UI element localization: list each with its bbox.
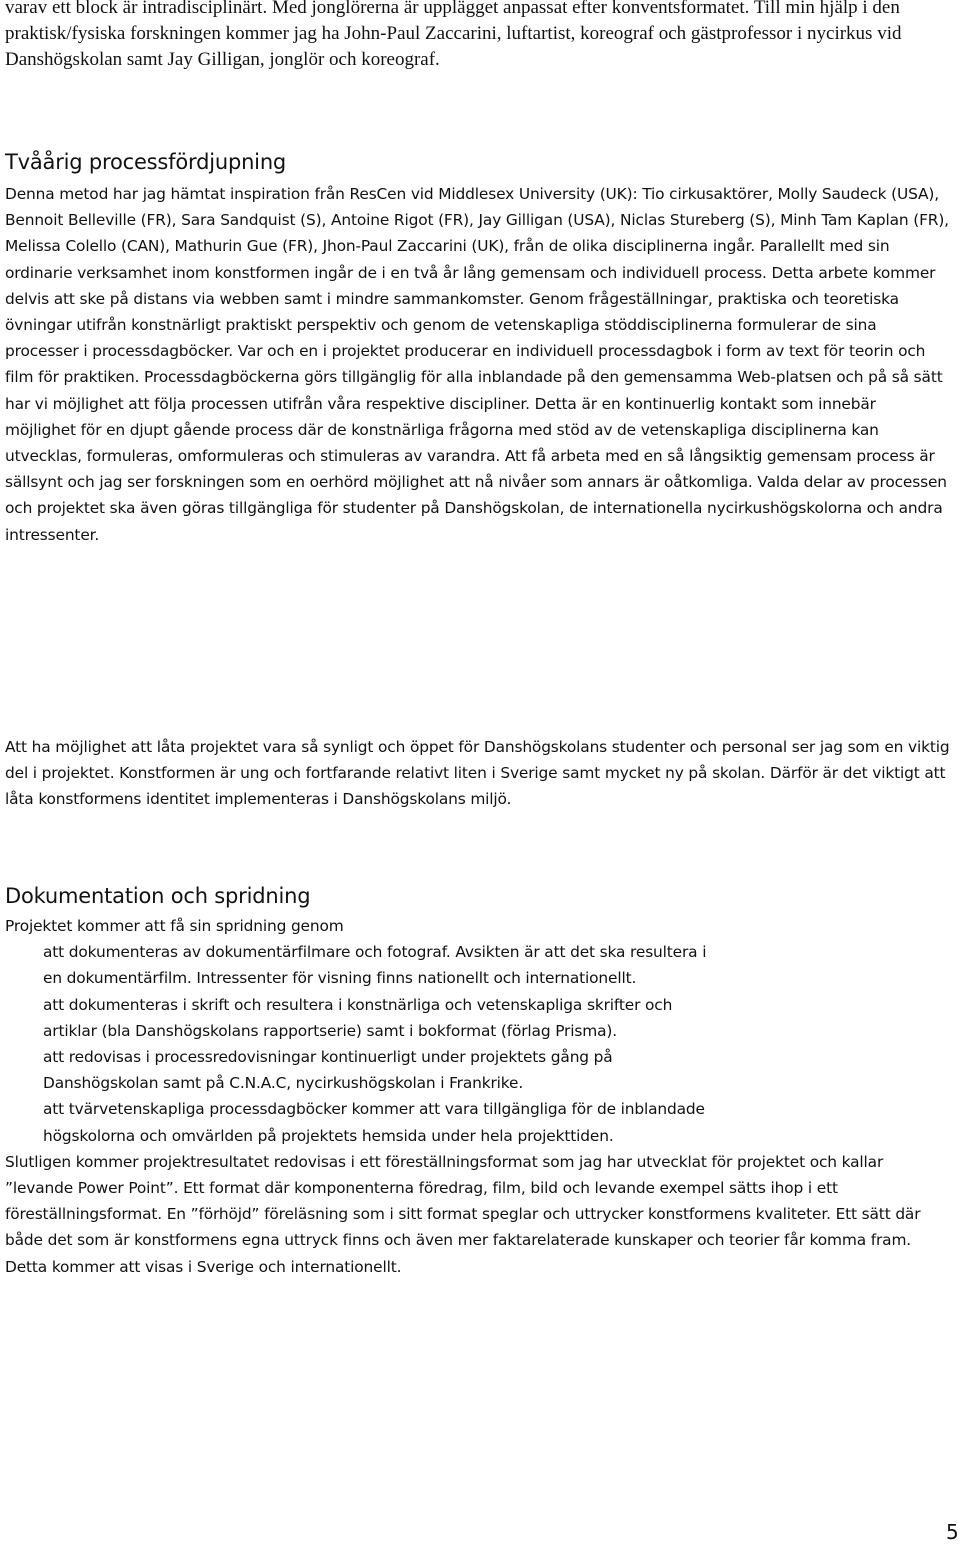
list-item-line: att dokumenteras i skrift och resultera i konstnärliga och vetenskapliga skrifter och [43, 995, 673, 1014]
section2-text: Att ha möjlighet att låta projektet vara så synligt och öppet för Danshögskolans studenter och personal ser jag som en viktig del i projektet. Konstformen är ung och fortfarande relativt liten i Sverige samt mycket ny på skolan. Därför är det viktigt att låta konstformens identitet implementeras i Danshögskolans miljö. [5, 738, 950, 809]
list-item-line: högskolorna och omvärlden på projektets hemsida under hela projekttiden. [43, 1126, 614, 1145]
section1-paragraph [5, 181, 950, 548]
list-item-line: Danshögskolan samt på C.N.A.C, nycirkushögskolan i Frankrike. [43, 1074, 524, 1093]
section1-text: Denna metod har jag hämtat inspiration från ResCen vid Middlesex University (UK): Tio cirkusaktörer, Molly Saudeck (USA), Bennoit Belleville (FR), Sara Sandquist (S), Antoine Rigot (FR), Jay Gilligan (USA), Niclas Stureberg (S), Minh Tam Kaplan (FR), Melissa Colello (CAN), Mathurin Gue (FR), Jhon-Paul Zaccarini (UK), från de olika disciplinerna ingår. Parallellt med sin ordinarie verksamhet inom konstformen ingår de i en två år lång gemensam och individuell process. Detta arbete kommer delvis att ske på distans via webben samt i mindre sammankomster. Genom frågeställningar, praktiska och teoretiska övningar utifrån konstnärligt praktiskt perspektiv och genom de vetenskapliga stöddisciplinerna formulerar de sina processer i processdagböcker. Var och en i projektet producerar en individuell processdagbok i form av text för teorin och film för praktiken. Processdagböckerna görs tillgänglig för alla inblandade på den gemensamma Web-platsen och på så sätt har vi möjlighet att följa processen utifrån våra respektive discipliner. Detta är en kontinuerlig kontakt som innebär möjlighet för en djupt gående process där de konstnärliga frågorna med stöd av de vetenskapliga disciplinerna kan utvecklas, formuleras, omformuleras och stimuleras av varandra. Att få arbeta med en så långsiktig gemensam process är sällsynt och jag ser forskningen som en oerhörd möjlighet att nå nivåer som annars är oåtkomliga. Valda delar av processen och projektet ska även göras tillgängliga för studenter på Danshögskolan, de internationella nycirkushögskolorna och andra intressenter. [5, 185, 949, 544]
section3-closing: Slutligen kommer projektresultatet redovisas i ett föreställningsformat som jag har utvecklat för projektet och kallar ”levande Power Point”. Ett format där komponenterna föredrag, film, bild och levande exempel sätts ihop i ett föreställningsformat. En ”förhöjd” föreläsning som i sitt format speglar och uttrycker konstformens kvaliteter. Ett sätt där både det som är konstformens egna uttryck finns och även mer faktarelaterade kunskaper och teorier får komma fram. Detta kommer att visas i Sverige och internationellt. [5, 1152, 921, 1276]
list-item-line: en dokumentärfilm. Intressenter för visning finns nationellt och internationellt. [43, 969, 637, 988]
section3-body [5, 913, 950, 1280]
list-item [5, 1044, 950, 1096]
section3-intro: Projektet kommer att få sin spridning genom [5, 917, 344, 935]
list-item [5, 939, 950, 991]
list-item [5, 992, 950, 1044]
list-item-line: artiklar (bla Danshögskolans rapportserie) samt i bokformat (förlag Prisma). [43, 1021, 617, 1040]
list-item-line: att redovisas i processredovisningar kontinuerligt under projektets gång på [43, 1048, 613, 1067]
list-item-line: att tvärvetenskapliga processdagböcker kommer att vara tillgängliga för de inblandade [43, 1100, 705, 1119]
intro-paragraph [5, 0, 950, 73]
section2-paragraph [5, 734, 950, 813]
intro-text: varav ett block är intradisciplinärt. Med jonglörerna är upplägget anpassat efter konventsformatet. Till min hjälp i den praktisk/fysiska forskningen kommer jag ha John-Paul Zaccarini, luftartist, koreograf och gästprofessor i nycirkus vid Danshögskolan samt Jay Gilligan, jonglör och koreograf. [5, 0, 902, 70]
page-number: 5 [946, 1520, 959, 1544]
list-item [5, 1096, 950, 1148]
section-heading-processfordjupning: Tvåårig processfördjupning [5, 150, 287, 174]
section-heading-dokumentation: Dokumentation och spridning [5, 884, 311, 908]
list-item-line: att dokumenteras av dokumentärfilmare och fotograf. Avsikten är att det ska resultera i [43, 943, 707, 962]
